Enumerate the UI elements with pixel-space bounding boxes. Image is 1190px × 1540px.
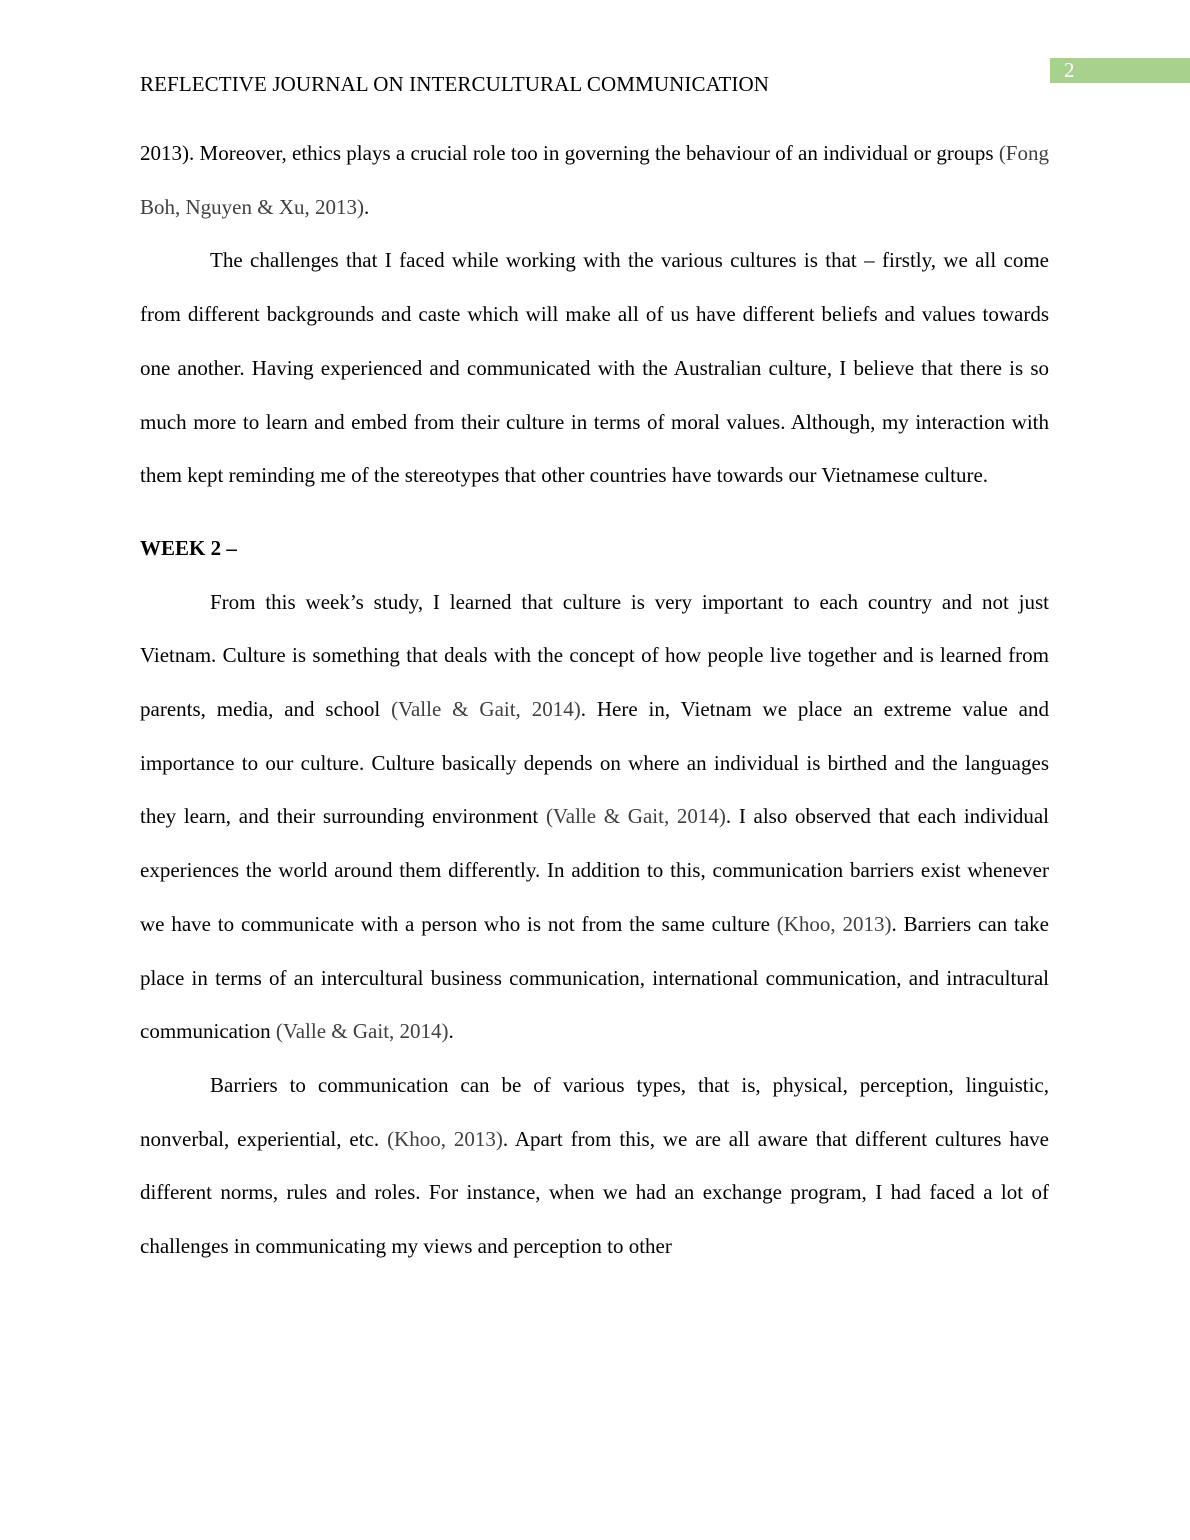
- paragraph-barriers: [140, 1059, 1049, 1274]
- paragraph-text: .: [364, 194, 370, 219]
- paragraph-text: . Here in, Vietnam we place an extreme value and importance to our culture. Culture basically depends on where an individual is birthed and the languages they learn, and their surrounding environment: [140, 697, 1050, 829]
- citation: (Valle & Gait, 2014): [545, 804, 726, 829]
- paragraph-challenges: [140, 234, 1049, 503]
- paragraph-week2-study: [140, 576, 1049, 1059]
- paragraph-text: . Barriers can take place in terms of an intercultural business communication, international communication, and intracultural communication: [140, 911, 1049, 1044]
- page-number-band: [1050, 58, 1190, 83]
- paragraph-text: . I also observed that each individual experiences the world around them differently. In addition to this, communication barriers exist whenever we have to communicate with a person who is not from the same culture: [140, 804, 1049, 936]
- paragraph-continuation: [140, 127, 1049, 234]
- paragraph-text: . Apart from this, we are all aware that different cultures have different norms, rules and roles. For instance, when we had an exchange program, I had faced a lot of challenges in communicating my views and perception to other: [140, 1126, 1050, 1259]
- citation: (Khoo, 2013): [776, 911, 892, 936]
- paragraph-text: .: [448, 1019, 454, 1044]
- paragraph-text: The challenges that I faced while working with the various cultures is that – firstly, we all come from different backgrounds and caste which will make all of us have different beliefs and values towards one another. Having experienced and communicated with the Australian culture, I believe that there is so much more to learn and embed from their culture in terms of moral values. Although, my interaction with them kept reminding me of the stereotypes that other countries have towards our Vietnamese culture.: [140, 248, 1049, 488]
- citation: (Valle & Gait, 2014): [275, 1019, 449, 1044]
- citation: (Khoo, 2013): [387, 1126, 503, 1151]
- document-body: [140, 127, 1049, 1274]
- page-number: 2: [1064, 58, 1075, 82]
- citation: (Fong Boh, Nguyen & Xu, 2013): [140, 141, 1049, 219]
- paragraph-text: From this week’s study, I learned that culture is very important to each country and not just Vietnam. Culture is something that deals with the concept of how people live together and is learned from parents, media, and school: [140, 589, 1049, 722]
- paragraph-text: 2013). Moreover, ethics plays a crucial role too in governing the behaviour of an individual or groups: [140, 141, 999, 165]
- citation: (Valle & Gait, 2014): [391, 697, 581, 722]
- paragraph-text: Barriers to communication can be of various types, that is, physical, perception, linguistic, nonverbal, experiential, etc.: [140, 1072, 1049, 1151]
- running-head: REFLECTIVE JOURNAL ON INTERCULTURAL COMMUNICATION: [140, 72, 770, 96]
- section-heading-week-2: WEEK 2 –: [140, 535, 237, 560]
